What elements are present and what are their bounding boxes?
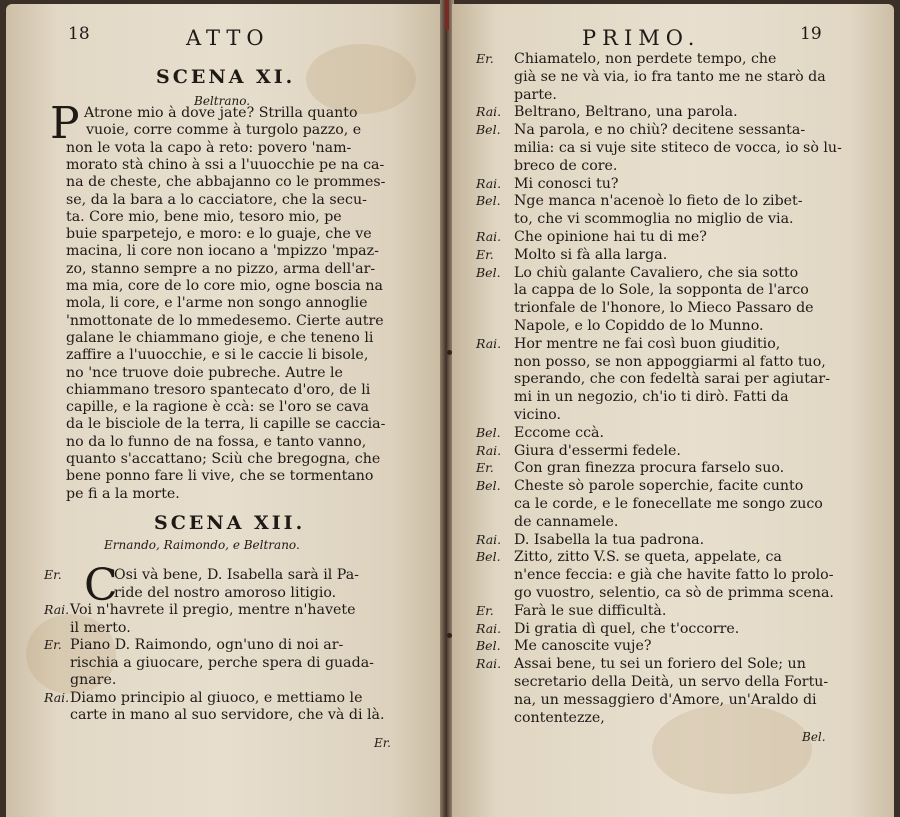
dialogue-line [476,50,776,68]
dialogue-line [476,299,814,317]
line-text: Cheste sò parole soperchie, facite cunto [514,478,804,495]
speaker-label: Rai. [476,229,502,244]
line-text: Zitto, zitto V.S. se queta, appelate, ca [514,549,782,566]
line-text: Voi n'havrete il pregio, mentre n'havete [70,602,356,618]
line-text: Molto si fà alla larga. [514,246,668,263]
scene-characters: Beltrano. [194,94,251,108]
catchword: Bel. [802,730,826,744]
line-text: Con gran finezza procura farselo suo. [514,460,785,477]
dialogue-line [476,513,618,531]
text-line: ta. Core mio, bene mio, tesoro mio, pe [66,208,342,225]
speaker-label: Rai. [44,689,70,705]
dialogue-line [476,673,828,691]
dialogue-line [476,620,739,638]
text-line: zaffire a l'uuocchie, e si le caccie li bisole, [66,347,369,364]
text-line: mola, li core, e l'arme non songo annoglie [66,295,368,312]
dialogue-line [476,477,803,495]
speaker-label: Rai. [476,531,502,547]
text-line: quanto s'accattano; Sciù che bregogna, che [66,451,381,467]
line-text: Beltrano, Beltrano, una parola. [514,104,738,121]
line-text: rischia a giuocare, perche spera di guada- [70,654,374,671]
text-line: morato stà chino à ssi a l'uuocchie pe na ca- [66,156,385,173]
dialogue-line [44,601,356,619]
line-text: Chiamatelo, non perdete tempo, che [514,51,777,67]
text-line: ma mia, core de lo core mio, ogne boscia na [66,278,383,294]
dialogue-line [476,531,704,549]
binding-hole [447,350,452,355]
text-line: no da lo funno de na fossa, e tanto vanno, [66,433,367,450]
line-text: na, un messaggiero d'Amore, un'Araldo di [514,691,817,708]
text-line: Atrone mio à dove jate? Strilla quanto [84,105,358,121]
dialogue-line [476,335,780,353]
text-line: bene ponno fare li vive, che se tormentano [66,468,374,485]
line-text: Mi conosci tu? [514,175,619,192]
speaker-label: Bel. [476,478,501,494]
scene-title: SCENA XII. [154,512,306,534]
dialogue-line [44,689,362,707]
line-text: Giura d'essermi fedele. [514,442,681,459]
dialogue-line [476,192,803,210]
line-text: non posso, se non appoggiarmi al fatto tuo, [514,353,826,370]
line-text: de cannamele. [514,513,619,530]
line-text: Piano D. Raimondo, ogn'uno di noi ar- [70,637,344,653]
dialogue-line [476,655,806,673]
line-text: già se ne và via, io fra tanto me ne starò da [514,68,826,85]
text-line: da le bisciole de la terra, li capille se caccia- [66,416,386,433]
left-page [6,4,442,817]
dialogue-line [476,548,782,566]
dialogue-line [476,121,805,139]
dialogue-line [476,388,789,406]
dialogue-line [476,228,707,246]
line-text: carte in mano al suo servidore, che và di là. [70,707,385,723]
line-text: la cappa de lo Sole, la sopponta de l'arco [514,282,809,299]
line-text: Na parola, e no chiù? decitene sessanta- [514,122,806,139]
running-head: ATTO [186,26,270,50]
line-text: milia: ca si vuje site stiteco de vocca, io sò lu- [514,140,842,156]
text-line: no 'nce truove doie pubreche. Autre le [66,364,343,381]
line-text: Di gratia dì quel, che t'occorre. [514,620,740,637]
dialogue-line [476,68,826,86]
line-text: sperando, che con fedeltà sarai per agiutar- [514,371,830,388]
dialogue-line [476,566,834,584]
line-text: gnare. [70,672,117,688]
dialogue-line [476,86,557,104]
speaker-label: Rai. [476,104,502,120]
text-line: chiammano tresoro spantecato d'oro, de li [66,381,371,398]
speaker-label: Er. [44,567,62,582]
line-text: secretario della Deità, un servo della Fortu- [514,674,829,690]
text-line: macina, li core non iocano a 'mpizzo 'mpaz- [66,243,379,260]
speaker-label: Rai. [476,335,502,351]
binding-hole [447,633,452,638]
line-text: D. Isabella la tua padrona. [514,531,705,548]
speaker-label: Rai. [476,175,502,191]
text-line: non le vota la capo à reto: povero 'nam- [66,139,352,156]
line-text: Me canoscite vuje? [514,638,652,655]
scene-title: SCENA XI. [156,66,296,88]
dialogue-line [476,317,764,335]
dialogue-line [476,353,826,371]
dialogue-line [476,175,618,193]
dialogue-line [476,246,667,264]
speaker-label: Er. [476,51,494,66]
running-head: PRIMO. [582,26,701,50]
text-line: 'nmottonate de lo mmedesemo. Cierte autre [66,312,384,329]
line-text: Che opinione hai tu di me? [514,229,707,245]
drop-capital: C [84,560,118,611]
speaker-label: Bel. [476,264,501,280]
line-text: trionfale de l'honore, lo Mieco Passaro de [514,300,814,317]
speaker-label: Bel. [476,424,501,440]
dialogue-line [476,139,842,157]
line-text: il merto. [70,619,131,636]
dialogue-line [476,281,809,299]
line-text: contentezze, [514,709,605,726]
line-text: Eccome ccà. [514,424,605,441]
dialogue-line [44,566,359,584]
paper-stain [652,704,812,794]
line-text: Napole, e lo Copiddo de lo Munno. [514,318,764,334]
dialogue-line [476,442,681,460]
page-number: 19 [800,24,822,44]
line-text: Diamo principio al giuoco, e mettiamo le [70,689,363,706]
dialogue-line [44,671,116,689]
speaker-label: Er. [476,246,494,262]
text-line: na de cheste, che abbajanno co le prommes- [66,174,386,191]
dialogue-line [476,424,604,442]
dialogue-line [476,210,794,228]
speaker-label: Bel. [476,193,501,209]
line-text: vicino. [514,407,561,423]
dialogue-line [476,264,798,282]
spine-edge [445,0,449,30]
speaker-label: Rai. [476,620,502,636]
dialogue-line [476,459,784,477]
text-line: zo, stanno sempre a no pizzo, arma dell'ar- [66,260,376,277]
dialogue-line [476,637,651,655]
dialogue-line [476,584,834,602]
dialogue-line [476,103,738,121]
dialogue-line [476,602,666,620]
speaker-label: Bel. [476,122,501,138]
dialogue-line [44,619,131,637]
drop-capital: P [50,98,80,149]
right-page [452,4,894,817]
speaker-label: Rai. [44,602,70,617]
line-text: breco de core. [514,157,618,174]
speaker-label: Er. [476,602,494,618]
text-line: se, da la bara a lo cacciatore, che la secu- [66,191,367,208]
line-text: Assai bene, tu sei un foriero del Sole; un [514,656,806,673]
dialogue-line [476,495,823,513]
line-text: Farà le sue difficultà. [514,602,667,619]
line-text: to, che vi scommoglia no miglio de via. [514,211,794,228]
dialogue-line [44,706,385,724]
dialogue-line [44,654,374,672]
line-text: n'ence feccia: e già che havite fatto lo prolo- [514,567,834,584]
line-text: ca le corde, e le fonecellate me songo zuco [514,496,823,512]
text-line: buie sparpetejo, e moro: e lo guaje, che ve [66,226,372,243]
text-line: galane le chiammano gioje, e che teneno li [66,329,374,346]
speaker-label: Er. [44,637,62,652]
catchword: Er. [374,736,391,750]
text-line: pe fi a la morte. [66,485,180,502]
line-text: parte. [514,86,557,103]
dialogue-line [476,370,830,388]
line-text: ride del nostro amoroso litigio. [114,584,337,601]
dialogue-line [476,406,561,424]
line-text: Osi và bene, D. Isabella sarà il Pa- [114,567,359,583]
scene-characters: Ernando, Raimondo, e Beltrano. [104,538,300,552]
line-text: Nge manca n'acenoè lo fieto de lo zibet- [514,193,803,210]
dialogue-line [476,691,817,709]
line-text: mi in un negozio, ch'io ti dirò. Fatti da [514,389,789,406]
dialogue-line [44,636,343,654]
dialogue-line [44,584,336,602]
dialogue-line [476,709,605,727]
dialogue-line [476,157,617,175]
speaker-label: Er. [476,460,494,476]
text-line: vuoie, corre comme à turgolo pazzo, e [86,122,362,139]
page-number: 18 [68,24,90,44]
speaker-label: Bel. [476,549,501,565]
text-line: capille, e la ragione è ccà: se l'oro se cava [66,399,369,416]
line-text: Lo chiù galante Cavaliero, che sia sotto [514,264,799,281]
speaker-label: Rai. [476,442,502,458]
speaker-label: Rai. [476,656,502,672]
line-text: go vuostro, selentio, ca sò de primma scena. [514,585,834,601]
speaker-label: Bel. [476,638,501,654]
line-text: Hor mentre ne fai così buon giuditio, [514,335,781,352]
